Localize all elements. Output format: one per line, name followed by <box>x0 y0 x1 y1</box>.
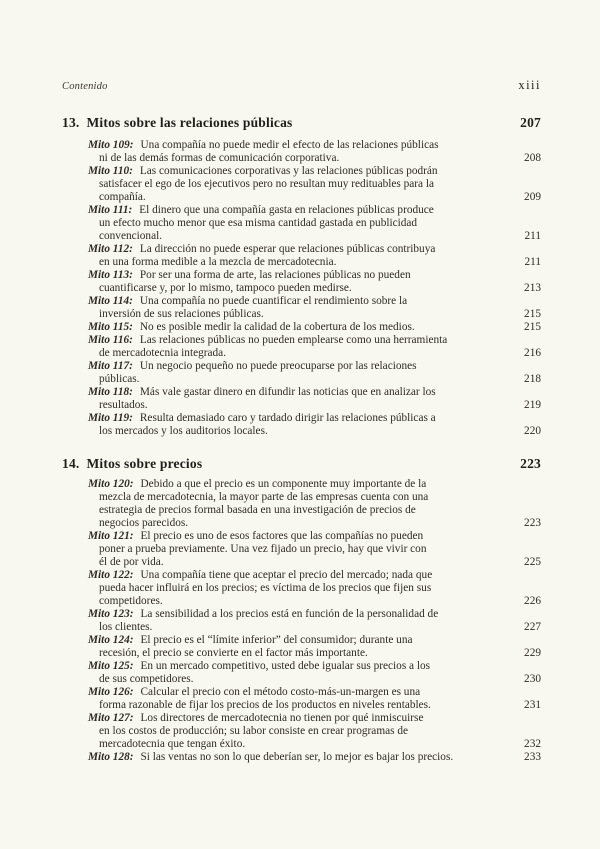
entry-label: Mito 111: <box>88 204 133 216</box>
entry-line: de mercadotecnia integrada. <box>99 347 227 359</box>
toc-entry <box>88 686 541 712</box>
entry-label: Mito 112: <box>88 243 133 255</box>
entry-line: de sus competidores. <box>99 673 194 685</box>
section-title-text: Mitos sobre las relaciones públicas <box>86 115 293 130</box>
entry-line: Más vale gastar dinero en difundir las noticias que en analizar los <box>139 386 436 398</box>
entry-text <box>88 334 541 360</box>
entry-page: 215 <box>524 321 541 333</box>
entry-page: 226 <box>524 595 541 607</box>
entry-line: poner a prueba previamente. Una vez fijado un precio, hay que vivir con <box>99 543 427 555</box>
entry-label: Mito 125: <box>88 660 134 672</box>
entry-page: 215 <box>524 308 541 320</box>
entry-line: negocios parecidos. <box>99 517 189 529</box>
entry-line: inversión de sus relaciones públicas. <box>99 308 264 320</box>
entry-label: Mito 116: <box>88 334 133 346</box>
toc-section <box>62 115 541 438</box>
entry-text <box>88 165 541 204</box>
section-entries <box>62 139 541 438</box>
entry-text <box>88 660 541 686</box>
toc-entry <box>88 321 541 334</box>
toc-entry <box>88 360 541 386</box>
entry-line: convencional. <box>99 230 163 242</box>
toc <box>62 115 541 764</box>
entry-page: 211 <box>524 230 541 242</box>
entry-text <box>88 243 541 269</box>
entry-line: Calcular el precio con el método costo-más-un-margen es una <box>140 686 421 698</box>
entry-text <box>88 478 541 530</box>
toc-section <box>62 456 541 764</box>
entry-line: En un mercado competitivo, usted debe igualar sus precios a los <box>140 660 431 672</box>
running-header: Contenido <box>62 81 108 92</box>
toc-entry <box>88 530 541 569</box>
entry-page: 208 <box>524 152 541 164</box>
entry-text <box>88 295 541 321</box>
entry-line: pueda hacer influirá en los precios; es víctima de los precios que fijen sus <box>99 582 432 594</box>
entry-text <box>88 360 541 386</box>
entry-line: cuantificarse y, por lo mismo, tampoco pueden medirse. <box>99 282 352 294</box>
entry-line: Por ser una forma de arte, las relaciones públicas no pueden <box>139 269 411 281</box>
section-number: 14. <box>62 456 80 471</box>
entry-page: 233 <box>524 751 541 763</box>
entry-label: Mito 121: <box>88 530 134 542</box>
entry-label: Mito 117: <box>88 360 133 372</box>
section-number: 13. <box>62 115 80 130</box>
section-title <box>62 115 293 130</box>
entry-page: 225 <box>524 556 541 568</box>
entry-line: él de por vida. <box>99 556 164 568</box>
entry-label: Mito 122: <box>88 569 134 581</box>
entry-line: El precio es uno de esos factores que las compañías no pueden <box>140 530 424 542</box>
entry-line: competidores. <box>99 595 163 607</box>
entry-label: Mito 119: <box>88 412 133 424</box>
section-page: 207 <box>520 115 541 130</box>
toc-entry <box>88 608 541 634</box>
entry-line: compañía. <box>99 191 146 203</box>
entry-text <box>88 139 541 165</box>
entry-label: Mito 123: <box>88 608 134 620</box>
toc-entry <box>88 243 541 269</box>
entry-page: 220 <box>524 425 541 437</box>
section-heading <box>62 115 541 130</box>
entry-page: 230 <box>524 673 541 685</box>
entry-label: Mito 120: <box>88 478 134 490</box>
entry-line: los mercados y los auditorios locales. <box>99 425 268 437</box>
entry-line: La sensibilidad a los precios está en función de la personalidad de <box>140 608 439 620</box>
entry-line: Debido a que el precio es un componente muy importante de la <box>140 478 427 490</box>
entry-line: El precio es el “límite inferior” del consumidor; durante una <box>140 634 413 646</box>
entry-label: Mito 114: <box>88 295 133 307</box>
entry-line: los clientes. <box>99 621 153 633</box>
entry-label: Mito 124: <box>88 634 134 646</box>
entry-line: Una compañía no puede cuantificar el rendimiento sobre la <box>139 295 408 307</box>
running-header-row <box>62 79 541 93</box>
entry-text <box>88 751 541 764</box>
entry-label: Mito 109: <box>88 139 134 151</box>
toc-entry <box>88 295 541 321</box>
entry-label: Mito 110: <box>88 165 133 177</box>
toc-entry <box>88 412 541 438</box>
entry-line: estrategia de precios formal basada en una investigación de precios de <box>99 504 416 516</box>
entry-page: 219 <box>524 399 541 411</box>
entry-line: en una forma medible a la mezcla de mercadotecnia. <box>99 256 337 268</box>
entry-text <box>88 686 541 712</box>
entry-page: 229 <box>524 647 541 659</box>
entry-line: en los costos de producción; su labor consiste en crear programas de <box>99 725 408 737</box>
entry-label: Mito 115: <box>88 321 133 333</box>
entry-text <box>88 321 541 334</box>
section-heading <box>62 456 541 471</box>
entry-label: Mito 128: <box>88 751 134 763</box>
entry-line: Los directores de mercadotecnia no tienen por qué inmiscuirse <box>140 712 424 724</box>
toc-entry <box>88 334 541 360</box>
toc-entry <box>88 569 541 608</box>
entry-text <box>88 269 541 295</box>
entry-line: Resulta demasiado caro y tardado dirigir las relaciones públicas a <box>139 412 436 424</box>
toc-entry <box>88 269 541 295</box>
entry-page: 223 <box>524 517 541 529</box>
section-title-text: Mitos sobre precios <box>86 456 203 471</box>
entry-line: El dinero que una compañía gasta en relaciones públicas produce <box>139 204 434 216</box>
entry-text <box>88 712 541 751</box>
entry-line: No es posible medir la calidad de la cobertura de los medios. <box>139 321 415 333</box>
entry-page: 216 <box>524 347 541 359</box>
entry-text <box>88 608 541 634</box>
entry-line: ni de las demás formas de comunicación corporativa. <box>99 152 340 164</box>
entry-line: Las relaciones públicas no pueden emplearse como una herramienta <box>139 334 448 346</box>
entry-label: Mito 113: <box>88 269 133 281</box>
entry-line: satisfacer el ego de los ejecutivos pero no resultan muy redituables para la <box>99 178 435 190</box>
toc-entry <box>88 386 541 412</box>
entry-line: resultados. <box>99 399 148 411</box>
toc-entry <box>88 165 541 204</box>
toc-entry <box>88 139 541 165</box>
entry-line: Un negocio pequeño no puede preocuparse por las relaciones <box>139 360 417 372</box>
entry-line: Si las ventas no son lo que deberían ser, lo mejor es bajar los precios. <box>140 751 454 763</box>
toc-entry <box>88 204 541 243</box>
entry-label: Mito 127: <box>88 712 134 724</box>
entry-text <box>88 204 541 243</box>
entry-text <box>88 386 541 412</box>
entry-text <box>88 634 541 660</box>
toc-entry <box>88 712 541 751</box>
entry-line: un efecto mucho menor que esa misma cantidad gastada en publicidad <box>99 217 418 229</box>
section-title <box>62 456 202 471</box>
entry-page: 227 <box>524 621 541 633</box>
entry-line: Una compañía tiene que aceptar el precio del mercado; nada que <box>140 569 433 581</box>
entry-line: mercadotecnia que tengan éxito. <box>99 738 246 750</box>
toc-entry <box>88 660 541 686</box>
entry-page: 211 <box>524 256 541 268</box>
entry-text <box>88 569 541 608</box>
toc-entry <box>88 751 541 764</box>
entry-page: 232 <box>524 738 541 750</box>
entry-page: 213 <box>524 282 541 294</box>
entry-line: Una compañía no puede medir el efecto de las relaciones públicas <box>140 139 439 151</box>
toc-entry <box>88 478 541 530</box>
entry-line: mezcla de mercadotecnia, la mayor parte de las empresas cuenta con una <box>99 491 429 503</box>
entry-text <box>88 412 541 438</box>
entry-line: Las comunicaciones corporativas y las relaciones públicas podrán <box>139 165 438 177</box>
entry-line: forma razonable de fijar los precios de los productos en niveles rentables. <box>99 699 431 711</box>
entry-line: La dirección no puede esperar que relaciones públicas contribuya <box>139 243 436 255</box>
section-entries <box>62 478 541 764</box>
entry-line: recesión, el precio se convierte en el factor más importante. <box>99 647 368 659</box>
entry-page: 231 <box>524 699 541 711</box>
entry-text <box>88 530 541 569</box>
entry-line: públicas. <box>99 373 140 385</box>
entry-label: Mito 126: <box>88 686 134 698</box>
entry-page: 209 <box>524 191 541 203</box>
page-number: xiii <box>518 78 541 92</box>
entry-page: 218 <box>524 373 541 385</box>
toc-entry <box>88 634 541 660</box>
section-page: 223 <box>520 456 541 471</box>
entry-label: Mito 118: <box>88 386 133 398</box>
